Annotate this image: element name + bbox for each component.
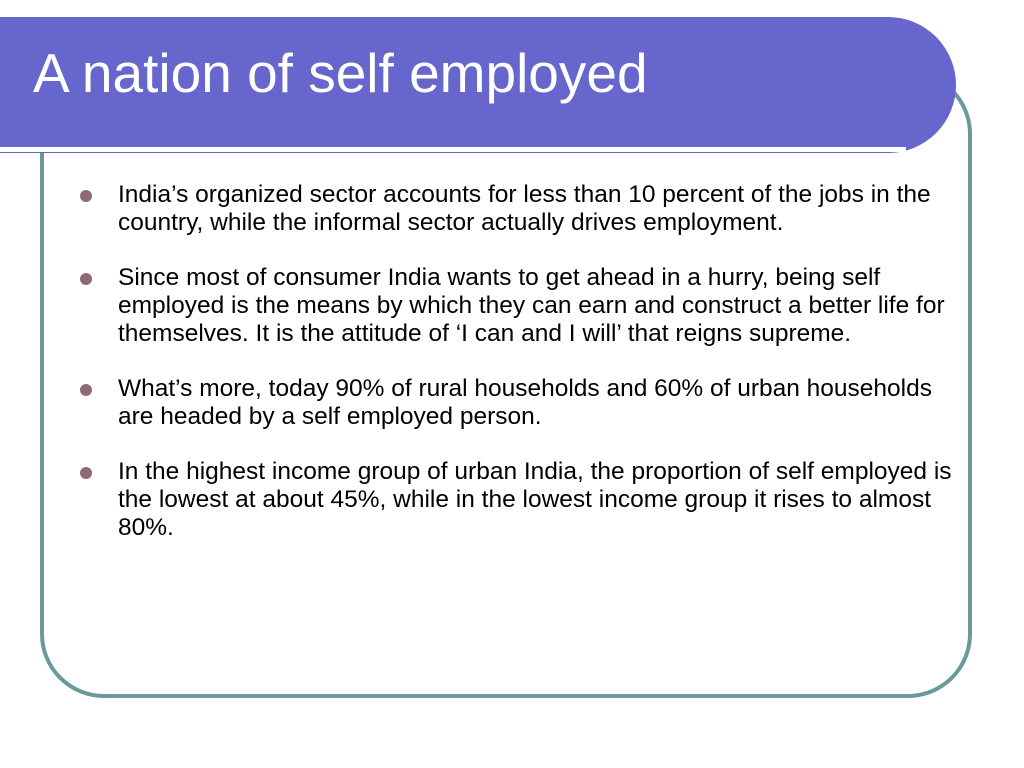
title-underline [0, 147, 906, 152]
bullet-text: Since most of consumer India wants to get ahead in a hurry, being self employed is the means by which they can earn and construct a better life for themselves. It is the attitude of ‘I can and I will’ that reigns supreme. [118, 264, 945, 347]
bullet-icon [80, 273, 92, 285]
bullet-item [80, 375, 970, 431]
bullet-item [80, 458, 970, 542]
bullet-item [80, 264, 970, 348]
bullet-text: What’s more, today 90% of rural households and 60% of urban households are headed by a self employed person. [118, 375, 933, 430]
bullet-text: In the highest income group of urban India, the proportion of self employed is the lowest at about 45%, while in the lowest income group it rises to almost 80%. [118, 458, 952, 541]
bullet-icon [80, 190, 92, 202]
slide-title: A nation of self employed [33, 42, 648, 104]
bullet-list [80, 181, 970, 569]
bullet-text: India’s organized sector accounts for less than 10 percent of the jobs in the country, while the informal sector actually drives employment. [118, 181, 931, 236]
bullet-icon [80, 467, 92, 479]
bullet-item [80, 181, 970, 237]
bullet-icon [80, 384, 92, 396]
